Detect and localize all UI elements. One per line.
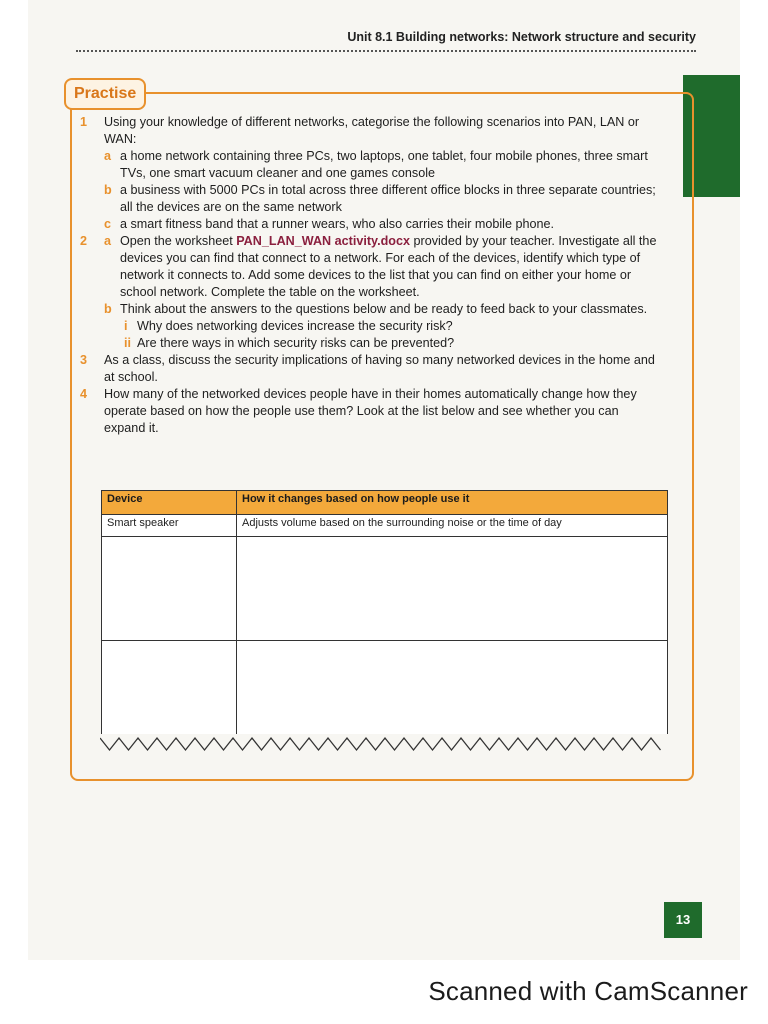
textbook-page: [28, 0, 740, 960]
question-2b-i: [80, 318, 662, 335]
question-text: Using your knowledge of different networks, categorise the following scenarios into PAN, LAN or WAN:: [104, 115, 640, 146]
table-cell-changes: Adjusts volume based on the surrounding noise or the time of day: [237, 514, 668, 536]
question-2b: [80, 301, 662, 318]
table-cell-device: Smart speaker: [102, 514, 237, 536]
running-head: Unit 8.1 Building networks: Network structure and security: [347, 30, 696, 44]
sub-letter: a: [104, 234, 112, 248]
sub-letter: b: [104, 183, 112, 197]
question-text: How many of the networked devices people have in their homes automatically change how they operate based on how the people use them? Look at the list below and see whether you can expand it.: [104, 387, 637, 435]
roman-numeral: i: [124, 319, 128, 333]
question-4: [80, 386, 662, 437]
question-number: 3: [80, 353, 88, 367]
sub-text: a smart fitness band that a runner wears, who also carries their mobile phone.: [120, 217, 555, 231]
torn-edge-zigzag: [100, 734, 669, 756]
table-header-row: [102, 491, 668, 515]
sub-text: Are there ways in which security risks can be prevented?: [137, 336, 455, 350]
question-1b: [80, 182, 662, 216]
table-cell-device: [102, 641, 237, 746]
table-row: [102, 514, 668, 536]
table-row: [102, 536, 668, 641]
sub-letter: a: [104, 149, 112, 163]
practise-content: [80, 114, 662, 437]
question-number: 1: [80, 115, 88, 129]
question-text: As a class, discuss the security implications of having so many networked devices in the home and at school.: [104, 353, 655, 384]
scanner-watermark: Scanned with CamScanner: [428, 976, 748, 1006]
question-3: [80, 352, 662, 386]
sub-text-continued: provided by your teacher. Investigate all the devices you can find that connect to a network. For each of the devices, identify which type of network it connects to. Add some devices to the list that you can find on either your home or school network. Complete the table on the worksheet.: [120, 234, 657, 299]
sub-text: Think about the answers to the questions below and be ready to feed back to your classmates.: [120, 302, 648, 316]
sub-text: Open the worksheet: [120, 234, 237, 248]
sub-letter: b: [104, 302, 112, 316]
sub-letter: c: [104, 217, 112, 231]
question-2a: [80, 233, 662, 301]
table-cell-device: [102, 536, 237, 641]
question-number: 4: [80, 387, 88, 401]
roman-numeral: ii: [124, 336, 131, 350]
table-cell-changes: [237, 641, 668, 746]
table-row: [102, 641, 668, 746]
practise-badge: Practise: [64, 78, 146, 110]
column-header-device: Device: [102, 491, 237, 515]
sub-text: a business with 5000 PCs in total across three different office blocks in three separate countries; all the devices are on the same network: [120, 183, 656, 214]
sub-text: Why does networking devices increase the security risk?: [137, 319, 453, 333]
devices-table: [101, 490, 668, 746]
table-cell-changes: [237, 536, 668, 641]
question-number: 2: [80, 234, 88, 248]
dotted-divider: [76, 50, 696, 52]
question-1: [80, 114, 662, 148]
question-1a: [80, 148, 662, 182]
worksheet-filename: PAN_LAN_WAN activity.docx: [236, 234, 411, 248]
question-1c: [80, 216, 662, 233]
sub-text: a home network containing three PCs, two laptops, one tablet, four mobile phones, three smart TVs, one smart vacuum cleaner and one games console: [120, 149, 648, 180]
column-header-changes: How it changes based on how people use it: [237, 491, 668, 515]
question-2b-ii: [80, 335, 662, 352]
page-number: 13: [664, 902, 702, 938]
